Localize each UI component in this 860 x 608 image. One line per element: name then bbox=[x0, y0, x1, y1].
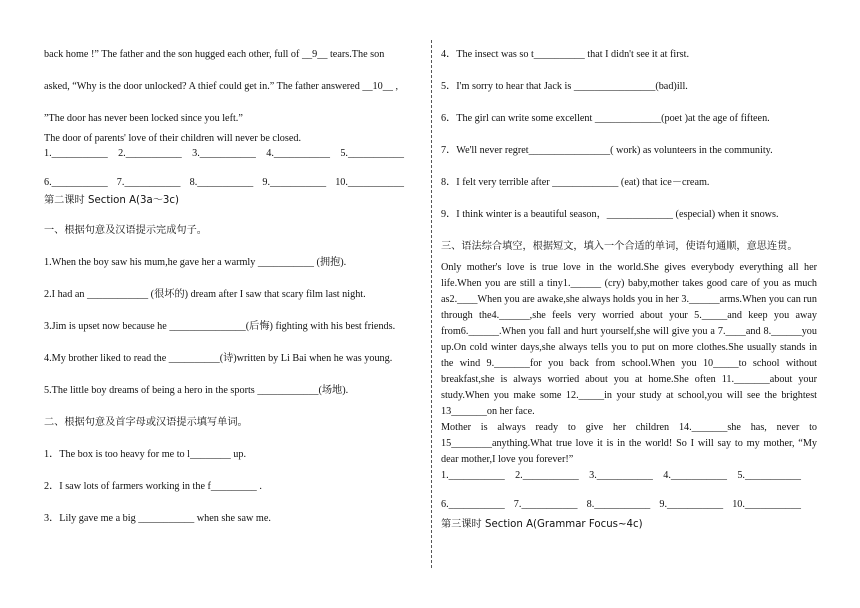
part-2-heading: 二、根据句意及首字母或汉语提示填写单词。 bbox=[44, 417, 248, 428]
answer-blank[interactable]: 1.___________ bbox=[44, 148, 108, 159]
answer-blank[interactable]: 8.___________ bbox=[586, 499, 651, 510]
answer-blanks-row-1 bbox=[44, 148, 404, 159]
section-title-lesson-3: 第三课时 Section A(Grammar Focus~4c) bbox=[441, 519, 643, 530]
story-line-3: ”The door has never been locked since you left.” bbox=[44, 113, 243, 124]
cloze-passage bbox=[441, 260, 817, 468]
story-line-4: The door of parents' love of their children will never be closed. bbox=[44, 133, 302, 144]
exercise-item: 3.Jim is upset now because he _______________(后悔) fighting with his best friends. bbox=[44, 321, 396, 332]
answer-blank[interactable]: 6.___________ bbox=[44, 177, 108, 188]
passage-paragraph-1: Only mother's love is true love in the world.She gives everybody everything all her life.When you are still a tiny1.______ (cry) baby,mother takes good care of you as much as2.____When you are awake,she always holds you in her 3.______arms.When you can run through the4.______,she feels very worried about your 5._____and keep you away from6.______.When you fall and hurt yourself,she will give you a 7.____and 8.______you up.On cold winter days,she always tells you to put on more clothes.She usually stands in the wind 9._______for you back from school.When you 10_____to school without breakfast,she is always worried about you at home.She often 11._______about your study.When you make some 12._____in your study at school,you will see the brightest 13_______on her face. bbox=[441, 262, 817, 417]
answer-blank[interactable]: 9.___________ bbox=[659, 499, 724, 510]
answer-blank[interactable]: 3.___________ bbox=[192, 148, 256, 159]
answer-blank[interactable]: 2.___________ bbox=[118, 148, 182, 159]
answer-blank[interactable]: 1.___________ bbox=[441, 470, 505, 481]
section-title-lesson-2: 第二课时 Section A(3a～3c) bbox=[44, 195, 179, 206]
exercise-item: 1．The box is too heavy for me to l________ up. bbox=[44, 449, 247, 460]
answer-blank[interactable]: 4.___________ bbox=[663, 470, 727, 481]
exercise-item: 4.My brother liked to read the __________(诗)written by Li Bai when he was young. bbox=[44, 353, 393, 364]
answer-blank[interactable]: 7.___________ bbox=[116, 177, 181, 188]
exercise-item: 9．I think winter is a beautiful season，_____________ (especial) when it snows. bbox=[441, 209, 779, 220]
answer-blank[interactable]: 10.___________ bbox=[732, 499, 801, 510]
part-1-heading: 一、根据句意及汉语提示完成句子。 bbox=[44, 225, 207, 236]
exercise-item: 4．The insect was so t__________ that I didn't see it at first. bbox=[441, 49, 689, 60]
left-column bbox=[44, 48, 426, 544]
answer-blank[interactable]: 3.___________ bbox=[589, 470, 653, 481]
exercise-item: 5.The little boy dreams of being a hero in the sports ____________(场地). bbox=[44, 385, 349, 396]
answer-blank[interactable]: 9.___________ bbox=[262, 177, 327, 188]
answer-blank[interactable]: 5.___________ bbox=[737, 470, 801, 481]
exercise-item: 2.I had an ____________ (很坏的) dream after I saw that scary film last night. bbox=[44, 289, 366, 300]
passage-paragraph-2: Mother is always ready to give her children 14._______she has, never to 15________anything.What true love it is in the world! So I will say to my mother, “My dear mother,I love you forever!” bbox=[441, 422, 817, 465]
exercise-item: 2．I saw lots of farmers working in the f_________ . bbox=[44, 481, 262, 492]
answer-blank[interactable]: 7.___________ bbox=[513, 499, 578, 510]
right-column bbox=[441, 48, 817, 532]
story-line-1: back home !” The father and the son hugged each other, full of __9__ tears.The son bbox=[44, 49, 385, 60]
answer-blanks-row-2 bbox=[44, 177, 404, 188]
answer-blank[interactable]: 5.___________ bbox=[340, 148, 404, 159]
answer-blank[interactable]: 2.___________ bbox=[515, 470, 579, 481]
story-line-2: asked, “Why is the door unlocked? A thief could get in.” The father answered __10__ , bbox=[44, 81, 399, 92]
exercise-item: 8．I felt very terrible after _____________ (eat) that ice－cream. bbox=[441, 177, 710, 188]
answer-blank[interactable]: 8.___________ bbox=[189, 177, 254, 188]
answer-blank[interactable]: 4.___________ bbox=[266, 148, 330, 159]
answer-blank[interactable]: 10.___________ bbox=[335, 177, 404, 188]
answer-blanks-row-2 bbox=[441, 499, 801, 510]
exercise-item: 1.When the boy saw his mum,he gave her a warmly ___________ (拥抱). bbox=[44, 257, 347, 268]
exercise-item: 6．The girl can write some excellent _____________(poet )at the age of fifteen. bbox=[441, 113, 770, 124]
column-divider bbox=[431, 40, 432, 568]
answer-blanks-row-1 bbox=[441, 470, 801, 481]
exercise-item: 3．Lily gave me a big ___________ when she saw me. bbox=[44, 513, 271, 524]
answer-blank[interactable]: 6.___________ bbox=[441, 499, 505, 510]
exercise-item: 5．I'm sorry to hear that Jack is ________________(bad)ill. bbox=[441, 81, 688, 92]
part-3-heading: 三、语法综合填空，根据短文，填入一个合适的单词，使语句通顺，意思连贯。 bbox=[441, 241, 798, 252]
exercise-item: 7．We'll never regret________________( work) as volunteers in the community. bbox=[441, 145, 773, 156]
